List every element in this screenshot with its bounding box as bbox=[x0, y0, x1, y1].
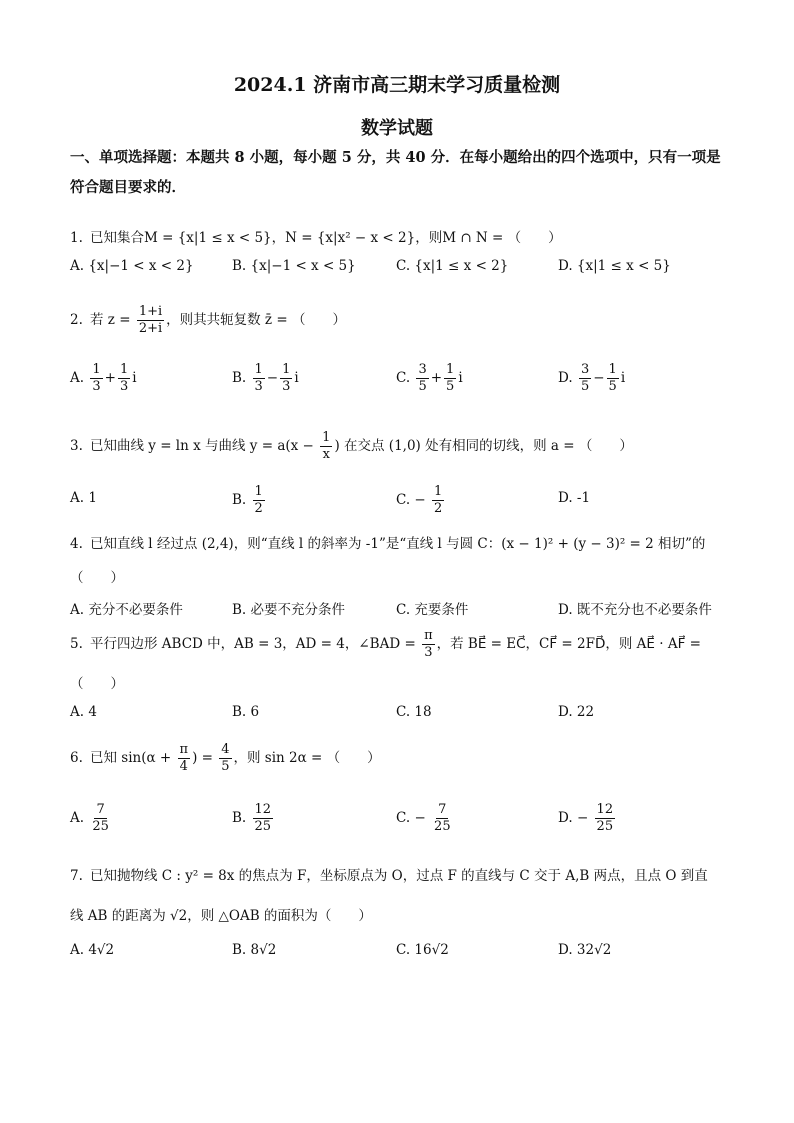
question-4-options bbox=[70, 598, 730, 628]
option-letter: D. bbox=[558, 370, 573, 386]
denominator: 5 bbox=[580, 379, 590, 394]
option-d: D. 32√2 bbox=[558, 942, 612, 958]
sign: + bbox=[430, 370, 443, 386]
question-3-stem bbox=[70, 430, 730, 463]
option-a: A. 4 bbox=[70, 704, 97, 720]
denominator: 5 bbox=[221, 759, 230, 774]
sign: − bbox=[414, 810, 426, 826]
denominator: 3 bbox=[254, 379, 263, 394]
question-2-options bbox=[70, 362, 730, 402]
option-c bbox=[396, 802, 455, 835]
option-b bbox=[232, 362, 299, 395]
imaginary-unit: i bbox=[620, 370, 626, 386]
option-a: A. 4√2 bbox=[70, 942, 115, 958]
option-b: B. 必要不充分条件 bbox=[232, 602, 346, 618]
fraction bbox=[137, 304, 164, 337]
question-number: 2. bbox=[70, 312, 83, 328]
option-b: B. 6 bbox=[232, 704, 260, 720]
denominator: 25 bbox=[254, 819, 272, 834]
denominator: 3 bbox=[119, 379, 129, 394]
question-text: 已知直线 l 经过点 (2,4)，则“直线 l 的斜率为 -1”是“直线 l 与圆 C：(x − 1)² + (y − 3)² = 2 相切”的 bbox=[90, 536, 706, 552]
numerator: 1 bbox=[608, 362, 617, 377]
numerator: 1+i bbox=[138, 304, 163, 319]
imaginary-unit: i bbox=[458, 370, 463, 386]
question-text-pre: 已知曲线 y = ln x 与曲线 y = a(x − bbox=[90, 438, 314, 454]
fraction bbox=[178, 742, 191, 775]
question-number: 1. bbox=[70, 230, 83, 246]
sign: − bbox=[576, 810, 589, 826]
denominator: 25 bbox=[596, 819, 614, 834]
option-b bbox=[232, 802, 275, 835]
question-text: 已知集合M = {x|1 ≤ x < 5}，N = {x|x² − x < 2}，则M ∩ N = （ ） bbox=[90, 230, 562, 246]
denominator: 2 bbox=[254, 501, 263, 516]
numerator: 7 bbox=[96, 802, 105, 817]
option-d: D. -1 bbox=[558, 490, 591, 506]
option-b: B. 8√2 bbox=[232, 942, 277, 958]
question-4-stem bbox=[70, 532, 730, 552]
question-7-stem-line2: 线 AB 的距离为 √2，则 △OAB 的面积为（ ） bbox=[70, 908, 372, 924]
fraction bbox=[595, 802, 616, 835]
question-7-stem bbox=[70, 864, 730, 884]
sign: − bbox=[266, 370, 279, 386]
question-5-stem bbox=[70, 628, 730, 661]
option-letter: B. bbox=[232, 810, 247, 826]
numerator: 1 bbox=[282, 362, 291, 377]
option-a bbox=[70, 802, 113, 835]
imaginary-unit: i bbox=[294, 370, 299, 386]
question-4-stem-line2: （ ） bbox=[70, 570, 124, 586]
section-instructions: 一、单项选择题：本题共 8 小题，每小题 5 分，共 40 分．在每小题给出的四个选项中，只有一项是符合题目要求的． bbox=[70, 149, 721, 196]
question-number: 6. bbox=[70, 750, 83, 766]
numerator: π bbox=[179, 742, 189, 757]
option-a: A. {x|−1 < x < 2} bbox=[70, 258, 194, 274]
denominator: x bbox=[322, 447, 330, 462]
numerator: 12 bbox=[254, 802, 272, 817]
question-6-options bbox=[70, 802, 730, 842]
question-5-options bbox=[70, 704, 730, 734]
question-text-post: ，则 sin 2α = （ ） bbox=[233, 750, 381, 766]
numerator: 1 bbox=[119, 362, 129, 377]
question-number: 4. bbox=[70, 536, 83, 552]
option-letter: C. bbox=[396, 810, 411, 826]
denominator: 3 bbox=[282, 379, 291, 394]
question-text-pre: 平行四边形 ABCD 中，AB = 3，AD = 4，∠BAD = bbox=[90, 636, 416, 652]
question-2-stem bbox=[70, 304, 730, 337]
denominator: 2+i bbox=[138, 321, 163, 336]
option-d: D. 既不充分也不必要条件 bbox=[558, 602, 712, 618]
numerator: 7 bbox=[438, 802, 447, 817]
fraction bbox=[118, 362, 130, 395]
option-b: B. {x|−1 < x < 5} bbox=[232, 258, 356, 274]
fraction bbox=[219, 742, 231, 775]
fraction bbox=[253, 802, 274, 835]
numerator: 3 bbox=[580, 362, 590, 377]
fraction bbox=[432, 802, 453, 835]
denominator: 3 bbox=[424, 645, 433, 660]
question-text-pre: 若 z = bbox=[90, 312, 131, 328]
option-c bbox=[396, 362, 463, 395]
numerator: 1 bbox=[254, 484, 263, 499]
option-d: D. 22 bbox=[558, 704, 595, 720]
numerator: 4 bbox=[221, 742, 230, 757]
denominator: 25 bbox=[434, 819, 451, 834]
fraction bbox=[607, 362, 619, 395]
imaginary-unit: i bbox=[132, 370, 137, 386]
denominator: 5 bbox=[418, 379, 427, 394]
question-1-options bbox=[70, 258, 730, 288]
option-d bbox=[558, 362, 625, 395]
fraction bbox=[579, 362, 591, 395]
numerator: 1 bbox=[254, 362, 263, 377]
sign: − bbox=[593, 370, 605, 386]
option-c: C. 16√2 bbox=[396, 942, 449, 958]
option-letter: A. bbox=[70, 810, 85, 826]
exam-subtitle: 数学试题 bbox=[361, 118, 433, 139]
option-letter: C. − bbox=[396, 492, 426, 508]
numerator: 1 bbox=[322, 430, 331, 445]
fraction bbox=[90, 802, 111, 835]
question-text-post: ，则其共轭复数 z̄ = （ ） bbox=[166, 312, 346, 328]
option-c bbox=[396, 484, 446, 517]
numerator: 12 bbox=[596, 802, 614, 817]
question-text-pre: 已知 sin(α + bbox=[90, 750, 172, 766]
fraction bbox=[444, 362, 456, 395]
question-number: 7. bbox=[70, 868, 83, 884]
option-d: D. {x|1 ≤ x < 5} bbox=[558, 258, 671, 274]
option-a: A. 充分不必要条件 bbox=[70, 602, 183, 618]
fraction bbox=[416, 362, 428, 395]
denominator: 5 bbox=[446, 379, 455, 394]
question-6-stem bbox=[70, 742, 730, 775]
exam-title: 2024.1 济南市高三期末学习质量检测 bbox=[233, 74, 561, 96]
question-text-mid: ) = bbox=[192, 750, 213, 766]
option-c: C. 18 bbox=[396, 704, 432, 720]
fraction bbox=[253, 362, 265, 395]
numerator: 1 bbox=[434, 484, 443, 499]
denominator: 3 bbox=[92, 379, 101, 394]
question-3-options bbox=[70, 484, 730, 524]
numerator: 1 bbox=[446, 362, 455, 377]
question-7-options bbox=[70, 942, 730, 972]
numerator: 3 bbox=[418, 362, 427, 377]
denominator: 2 bbox=[434, 501, 443, 516]
option-c: C. {x|1 ≤ x < 2} bbox=[396, 258, 509, 274]
question-number: 3. bbox=[70, 438, 83, 454]
question-5-stem-line2: （ ） bbox=[70, 676, 124, 692]
denominator: 4 bbox=[179, 759, 188, 774]
sign: + bbox=[104, 370, 116, 386]
option-letter: C. bbox=[396, 370, 411, 386]
numerator: 1 bbox=[92, 362, 101, 377]
question-text-post: ，若 BE⃗ = EC⃗，CF⃗ = 2FD⃗，则 AE⃗ · AF⃗ = bbox=[436, 636, 701, 652]
fraction bbox=[320, 430, 332, 463]
option-letter: B. bbox=[232, 370, 247, 386]
denominator: 25 bbox=[92, 819, 109, 834]
fraction bbox=[422, 628, 435, 661]
option-a: A. 1 bbox=[70, 490, 97, 506]
option-c: C. 充要条件 bbox=[396, 602, 469, 618]
denominator: 5 bbox=[608, 379, 617, 394]
fraction bbox=[432, 484, 444, 517]
fraction bbox=[253, 484, 265, 517]
fraction bbox=[280, 362, 292, 395]
option-letter: B. bbox=[232, 492, 247, 508]
option-letter: A. bbox=[70, 370, 85, 386]
numerator: π bbox=[424, 628, 433, 643]
option-a bbox=[70, 362, 137, 395]
option-d bbox=[558, 802, 617, 835]
question-text: 已知抛物线 C : y² = 8x 的焦点为 F，坐标原点为 O，过点 F 的直线与 C 交于 A,B 两点，且点 O 到直 bbox=[90, 868, 708, 884]
fraction bbox=[90, 362, 102, 395]
option-b bbox=[232, 484, 267, 517]
option-letter: D. bbox=[558, 810, 573, 826]
question-text-post: ) 在交点 (1,0) 处有相同的切线，则 a = （ ） bbox=[334, 438, 633, 454]
question-number: 5. bbox=[70, 636, 83, 652]
question-1-stem bbox=[70, 226, 730, 246]
